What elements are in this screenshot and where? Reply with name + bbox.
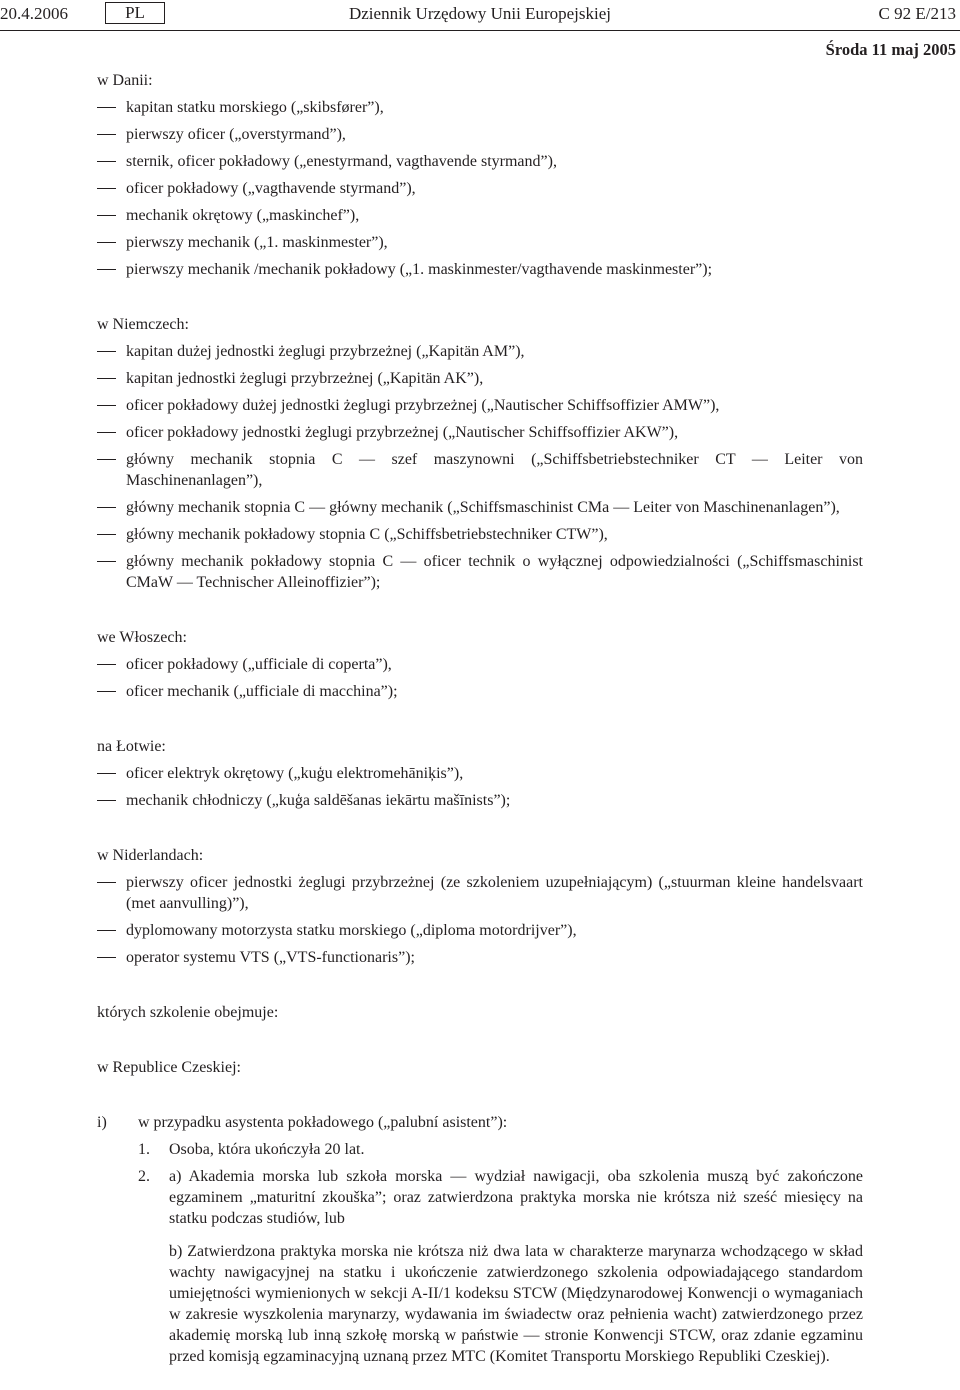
list-item: oficer pokładowy („vagthavende styrmand”), (97, 178, 863, 199)
dash-mark (97, 432, 116, 433)
list-item: pierwszy oficer jednostki żeglugi przybrzeżnej (ze szkoleniem uzupełniającym) („stuurman kleine handelsvaart (met aanvulling)”), (97, 872, 863, 914)
list-item: główny mechanik stopnia C — szef maszynowni („Schiffsbetriebstechniker CT — Leiter von Maschinenanlagen”), (97, 449, 863, 491)
dash-list (97, 341, 863, 593)
dash-mark (97, 215, 116, 216)
section-heading: w Niderlandach: (97, 847, 204, 864)
list-item: oficer mechanik („ufficiale di macchina”); (97, 681, 863, 702)
list-item: główny mechanik pokładowy stopnia C — oficer technik o wyłącznej odpowiedzialności („Schiffsmaschinist CMaW — Technischer Alleinoffizier”); (97, 551, 863, 593)
list-item: pierwszy oficer („overstyrmand”), (97, 124, 863, 145)
dash-mark (97, 134, 116, 135)
journal-header (0, 2, 960, 26)
dash-list (97, 97, 863, 280)
list-item: kapitan dużej jednostki żeglugi przybrzeżnej („Kapitän AM”), (97, 341, 863, 362)
dash-mark (97, 800, 116, 801)
dash-mark (97, 107, 116, 108)
dash-mark (97, 269, 116, 270)
dash-mark (97, 773, 116, 774)
section-denmark (97, 70, 863, 280)
dash-mark (97, 930, 116, 931)
dash-list (97, 872, 863, 968)
list-item: oficer elektryk okrętowy („kuģu elektromehāniķis”), (97, 763, 863, 784)
numbered-list (138, 1139, 863, 1367)
dash-mark (97, 351, 116, 352)
dash-mark (97, 378, 116, 379)
list-item: główny mechanik pokładowy stopnia C („Schiffsbetriebstechniker CTW”), (97, 524, 863, 545)
item-text-b: b) Zatwierdzona praktyka morska nie krótsza niż dwa lata w charakterze marynarza wchodzącego w skład wachty nawigacyjnej na statku i ukończenie zatwierdzonego szkolenia odpowiadającego standardom umiejętności wymienionych w sekcji A-II/1 kodeksu STCW (Międzynarodowej Konwencji o wymaganiach w zakresie wyszkolenia marynarzy, wydawania im świadectw oraz pełnienia wacht) zatwierdzonego przez akademię morską lub inną szkołę morską w państwie — stronie Konwencji STCW, oraz zdanie egzaminu przed komisją egzaminacyjną uznaną przez MTC (Komitet Transportu Morskiego Republiki Czeskiej). (169, 1243, 863, 1365)
dash-mark (97, 161, 116, 162)
dash-mark (97, 957, 116, 958)
list-item: pierwszy mechanik /mechanik pokładowy („1. maskinmester/vagthavende maskinmester”); (97, 259, 863, 280)
list-item: oficer pokładowy („ufficiale di coperta”), (97, 654, 863, 675)
document-body (97, 70, 863, 1379)
section-heading: w Niemczech: (97, 316, 189, 333)
dash-mark (97, 691, 116, 692)
section-heading: na Łotwie: (97, 738, 166, 755)
publication-date: 20.4.2006 (0, 4, 68, 23)
list-item: mechanik chłodniczy („kuģa saldēšanas iekārtu mašīnists”); (97, 790, 863, 811)
item-number: 2. (138, 1168, 150, 1185)
list-item (138, 1166, 863, 1367)
roman-text: w przypadku asystenta pokładowego („palubní asistent”): (138, 1114, 508, 1131)
dash-list (97, 763, 863, 811)
dash-mark (97, 459, 116, 460)
section-latvia (97, 736, 863, 811)
dash-mark (97, 188, 116, 189)
header-rule (0, 30, 960, 31)
list-item: kapitan jednostki żeglugi przybrzeżnej („Kapitän AK”), (97, 368, 863, 389)
dash-mark (97, 561, 116, 562)
language-code-box: PL (105, 2, 165, 24)
dash-mark (97, 405, 116, 406)
training-intro: których szkolenie obejmuje: (97, 1004, 279, 1021)
section-heading: we Włoszech: (97, 629, 187, 646)
list-item (138, 1139, 863, 1160)
list-item: sternik, oficer pokładowy („enestyrmand, vagthavende styrmand”), (97, 151, 863, 172)
item-text: Osoba, która ukończyła 20 lat. (169, 1141, 365, 1158)
dash-list (97, 654, 863, 702)
list-item: mechanik okrętowy („maskinchef”), (97, 205, 863, 226)
list-item: główny mechanik stopnia C — główny mechanik („Schiffsmaschinist CMa — Leiter von Maschinenanlagen”), (97, 497, 863, 518)
sitting-date: Środa 11 maj 2005 (825, 40, 956, 59)
dash-mark (97, 882, 116, 883)
section-italy (97, 627, 863, 702)
section-heading-czech: w Republice Czeskiej: (97, 1059, 241, 1076)
list-item: oficer pokładowy jednostki żeglugi przybrzeżnej („Nautischer Schiffsoffizier AKW”), (97, 422, 863, 443)
dash-mark (97, 242, 116, 243)
list-item: pierwszy mechanik („1. maskinmester”), (97, 232, 863, 253)
item-text-a: a) Akademia morska lub szkoła morska — wydział nawigacji, oba szkolenia muszą być zakończone egzaminem „maturitní zkouška”; oraz zatwierdzona praktyka morska nie krótsza niż sześć miesięcy na statku podczas studiów, lub (169, 1168, 863, 1227)
journal-reference: C 92 E/213 (878, 4, 956, 23)
section-heading: w Danii: (97, 72, 153, 89)
journal-title: Dziennik Urzędowy Unii Europejskiej (348, 4, 611, 23)
section-netherlands (97, 845, 863, 968)
dash-mark (97, 507, 116, 508)
list-item: dyplomowany motorzysta statku morskiego („diploma motordrijver”), (97, 920, 863, 941)
dash-mark (97, 534, 116, 535)
roman-point (97, 1112, 863, 1133)
section-germany (97, 314, 863, 593)
list-item: oficer pokładowy dużej jednostki żeglugi przybrzeżnej („Nautischer Schiffsoffizier AMW”), (97, 395, 863, 416)
roman-label: i) (97, 1114, 107, 1131)
item-number: 1. (138, 1141, 150, 1158)
list-item: operator systemu VTS („VTS-functionaris”); (97, 947, 863, 968)
dash-mark (97, 664, 116, 665)
list-item: kapitan statku morskiego („skibsfører”), (97, 97, 863, 118)
